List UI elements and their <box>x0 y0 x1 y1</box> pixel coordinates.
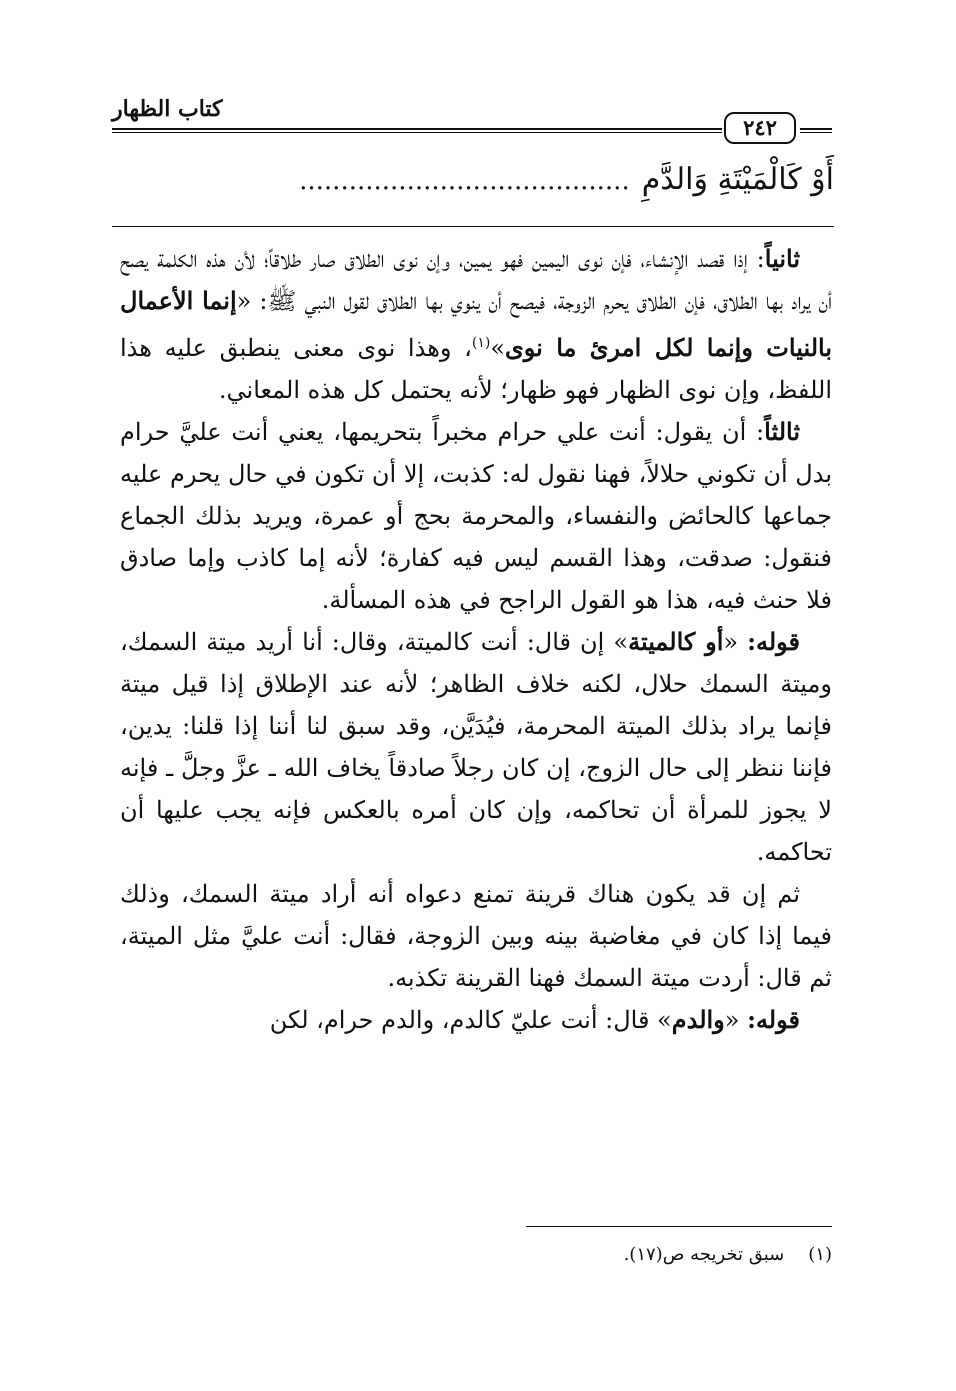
footnote-text: سبق تخريجه ص(١٧). <box>623 1244 785 1265</box>
matn-separator <box>112 226 834 227</box>
paragraph-lead: ثانياً <box>764 244 800 273</box>
paragraph-text: » <box>490 334 505 362</box>
matn-line <box>112 158 834 203</box>
paragraph-lead: ثالثاً <box>764 417 800 446</box>
paragraph-text: » قال: أنت عليّ كالدم، والدم حرام، لكن <box>269 1006 672 1034</box>
paragraph <box>120 873 832 999</box>
paragraph <box>120 238 832 411</box>
header-rule-right <box>800 128 832 133</box>
matn-text: أَوْ كَالْمَيْتَةِ وَالدَّمِ <box>641 162 834 197</box>
paragraph-text: ، وهذا نوى معنى ينطبق عليه هذا اللفظ، وإن نوى الظهار فهو ظهار؛ لأنه يحتمل كل هذه المعاني. <box>120 334 832 404</box>
paragraph-text: « <box>724 1006 748 1034</box>
paragraph-text: ثم إن قد يكون هناك قرينة تمنع دعواه أنه أراد ميتة السمك، وذلك فيما إذا كان في مغاضبة بينه وبين الزوجة، فقال: أنت عليَّ مثل الميتة، ثم قال: أردت ميتة السمك فهنا القرينة تكذبه. <box>120 880 832 992</box>
paragraph <box>120 621 832 873</box>
footnote-ref: (١) <box>471 335 491 351</box>
quoted-text: أو كالميتة <box>628 627 724 656</box>
paragraph-lead: قوله: <box>747 1005 800 1034</box>
body-text <box>120 238 832 1041</box>
paragraph-text: : أن يقول: أنت علي حرام مخبراً بتحريمها، يعني أنت عليَّ حرام بدل أن تكوني حلالاً، فهنا نقول له: كذبت، إلا أن تكون في حال يحرم عليه جماعها كالحائض والنفساء، والمحرمة بحج أو عمرة، ويريد بذلك الجماع فنقول: صدقت، وهذا القسم ليس فيه كفارة؛ لأنه إما كاذب وإما صادق فلا حنث فيه، هذا هو القول الراجح في هذه المسألة. <box>120 418 832 614</box>
quoted-text: والدم <box>671 1005 725 1034</box>
paragraph <box>120 411 832 621</box>
paragraph-text: « <box>723 628 748 656</box>
paragraph-lead: قوله: <box>747 627 801 656</box>
page-number: ٢٤٢ <box>724 112 796 144</box>
footnote-rule <box>526 1226 832 1227</box>
quoted-text: إنما الأعمال بالنيات وإنما لكل امرئ ما نوى <box>120 286 832 362</box>
footnote-number: (١) <box>808 1244 832 1265</box>
paragraph <box>120 999 832 1041</box>
paragraph-text: » إن قال: أنت كالميتة، وقال: أنا أريد ميتة السمك، وميتة السمك حلال، لكنه خلاف الظاهر؛ لأنه عند الإطلاق إذا قيل ميتة فإنما يراد بذلك الميتة المحرمة، فيُدَيَّن، وقد سبق لنا أننا إذا قلنا: يدين، فإننا ننظر إلى حال الزوج، إن كان رجلاً صادقاً يخاف الله ـ عزَّ وجلَّ ـ فإنه لا يجوز للمرأة أن تحاكمه، وإن كان أمره بالعكس فإنه يجب عليها أن تحاكمه. <box>120 628 832 866</box>
footnote <box>480 1240 832 1270</box>
matn-dots: ........................................ <box>299 166 630 196</box>
header-rule <box>112 128 722 133</box>
paragraph-text: : إذا قصد الإنشاء، فإن نوى اليمين فهو يمين، وإن نوى الطلاق صار طلاقاً؛ لأن هذه الكلمة يصح أن يراد بها الطلاق، فإن الطلاق يحرم الزوجة، فيصح أن ينوي بها الطلاق لقول النبي ﷺ: « <box>120 245 833 315</box>
running-header-title: كتاب الظهار <box>112 96 223 122</box>
